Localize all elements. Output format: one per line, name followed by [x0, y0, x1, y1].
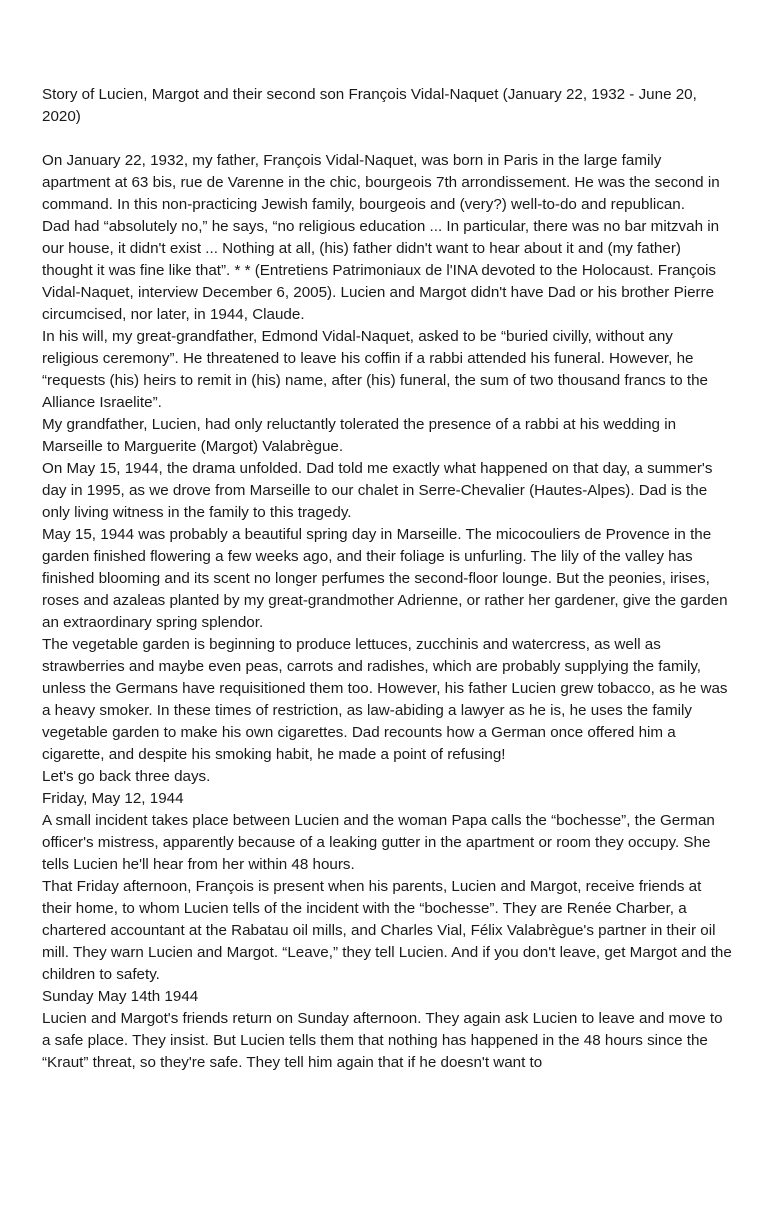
paragraph-garden: May 15, 1944 was probably a beautiful spring day in Marseille. The micocouliers de Provence in the garden finished flowering a few weeks ago, and their foliage is unfurling. The lily of the valley has finished blooming and its scent no longer perfumes the second-floor lounge. But the peonies, irises, roses and azaleas planted by my great-grandmother Adrienne, or rather her gardener, give the garden an extraordinary spring splendor.: [42, 526, 728, 631]
paragraph-drama: On May 15, 1944, the drama unfolded. Dad told me exactly what happened on that day, a summer's day in 1995, as we drove from Marseille to our chalet in Serre-Chevalier (Hautes-Alpes). Dad is the only living witness in the family to this tragedy.: [42, 460, 713, 521]
date-heading-sunday: Sunday May 14th 1944: [42, 988, 199, 1005]
paragraph-birth: On January 22, 1932, my father, François Vidal-Naquet, was born in Paris in the large family apartment at 63 bis, rue de Varenne in the chic, bourgeois 7th arrondissement. He was the second in command. In this non-practicing Jewish family, bourgeois and (very?) well-to-do and republican.: [42, 152, 720, 213]
paragraph-go-back: Let's go back three days.: [42, 768, 211, 785]
paragraph-friday-afternoon: That Friday afternoon, François is present when his parents, Lucien and Margot, receive friends at their home, to whom Lucien tells of the incident with the “bochesse”. They are Renée Charber, a chartered accountant at the Rabatau oil mills, and Charles Vial, Félix Valabrègue's partner in their oil mill. They warn Lucien and Margot. “Leave,” they tell Lucien. And if you don't leave, get Margot and the children to safety.: [42, 878, 732, 983]
paragraph-vegetable-garden: The vegetable garden is beginning to produce lettuces, zucchinis and watercress, as well as strawberries and maybe even peas, carrots and radishes, which are probably supplying the family, unless the Germans have requisitioned them too. However, his father Lucien grew tobacco, as he was a heavy smoker. In these times of restriction, as law-abiding a lawyer as he is, he uses the family vegetable garden to make his own cigarettes. Dad recounts how a German once offered him a cigarette, and despite his smoking habit, he made a point of refusing!: [42, 636, 728, 763]
paragraph-religious-education: Dad had “absolutely no,” he says, “no religious education ... In particular, there was no bar mitzvah in our house, it didn't exist ... Nothing at all, (his) father didn't want to hear about it and (my father) thought it was fine like that”. * * (Entretiens Patrimoniaux de l'INA devoted to the Holocaust. François Vidal-Naquet, interview December 6, 2005). Lucien and Margot didn't have Dad or his brother Pierre circumcised, nor later, in 1944, Claude.: [42, 218, 720, 323]
document-page: [42, 84, 732, 1074]
document-title: Story of Lucien, Margot and their second son François Vidal-Naquet (January 22, 1932 - June 20, 2020): [42, 86, 697, 125]
date-heading-friday: Friday, May 12, 1944: [42, 790, 184, 807]
paragraph-wedding: My grandfather, Lucien, had only reluctantly tolerated the presence of a rabbi at his wedding in Marseille to Marguerite (Margot) Valabrègue.: [42, 416, 677, 455]
paragraph-sunday: Lucien and Margot's friends return on Sunday afternoon. They again ask Lucien to leave and move to a safe place. They insist. But Lucien tells them that nothing has happened in the 48 hours since the “Kraut” threat, so they're safe. They tell him again that if he doesn't want to: [42, 1010, 723, 1071]
paragraph-incident: A small incident takes place between Lucien and the woman Papa calls the “bochesse”, the German officer's mistress, apparently because of a leaking gutter in the apartment or room they occupy. She tells Lucien he'll hear from her within 48 hours.: [42, 812, 715, 873]
paragraph-will: In his will, my great-grandfather, Edmond Vidal-Naquet, asked to be “buried civilly, without any religious ceremony”. He threatened to leave his coffin if a rabbi attended his funeral. However, he “requests (his) heirs to remit in (his) name, after (his) funeral, the sum of two thousand francs to the Alliance Israelite”.: [42, 328, 708, 411]
